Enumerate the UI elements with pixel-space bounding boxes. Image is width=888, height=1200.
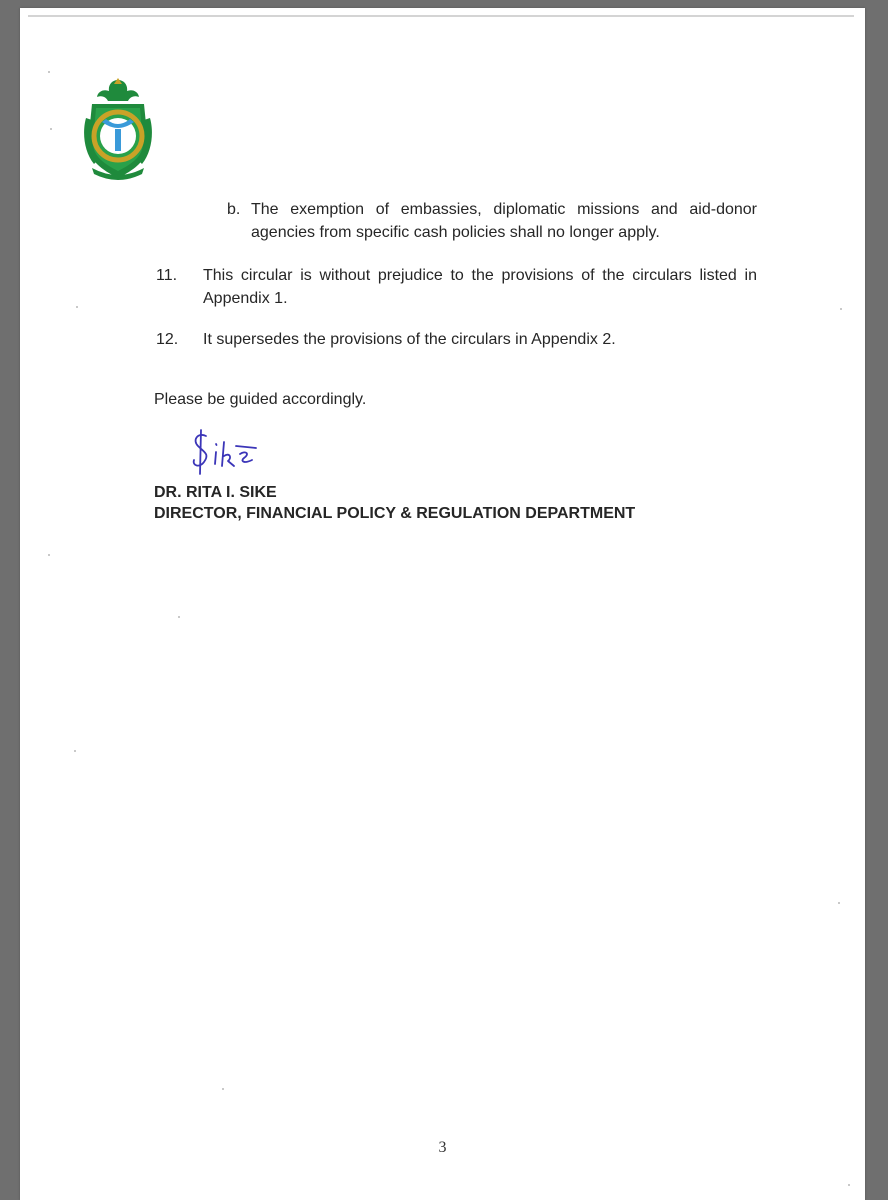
signatory-name: DR. RITA I. SIKE (154, 484, 277, 501)
document-page (20, 8, 865, 1200)
scan-speck (178, 616, 180, 618)
page-number: 3 (438, 1139, 447, 1156)
paragraph-11-text: This circular is without prejudice to the provisions of the circulars listed in Appendix 1. (203, 267, 757, 307)
paragraph-b-text: The exemption of embassies, diplomatic missions and aid-donor agencies from specific cash policies shall no longer apply. (251, 201, 757, 241)
paragraph-b-marker: b. (227, 201, 241, 218)
paragraph-12-text: It supersedes the provisions of the circulars in Appendix 2. (203, 331, 616, 348)
handwritten-signature (184, 428, 268, 478)
signatory-title: DIRECTOR, FINANCIAL POLICY & REGULATION DEPARTMENT (154, 505, 636, 522)
scan-speck (48, 554, 50, 556)
paragraph-12-marker: 12. (156, 331, 179, 348)
cbn-emblem-logo (78, 74, 158, 182)
scan-speck (48, 71, 50, 73)
scan-speck (838, 902, 840, 904)
scan-speck (222, 1088, 224, 1090)
scan-speck (840, 308, 842, 310)
scan-speck (848, 1184, 850, 1186)
scan-speck (76, 306, 78, 308)
scan-speck (74, 750, 76, 752)
scan-speck (50, 128, 52, 130)
paragraph-11-marker: 11. (156, 267, 178, 284)
page-top-rule (28, 15, 854, 17)
closing-line: Please be guided accordingly. (154, 391, 367, 408)
